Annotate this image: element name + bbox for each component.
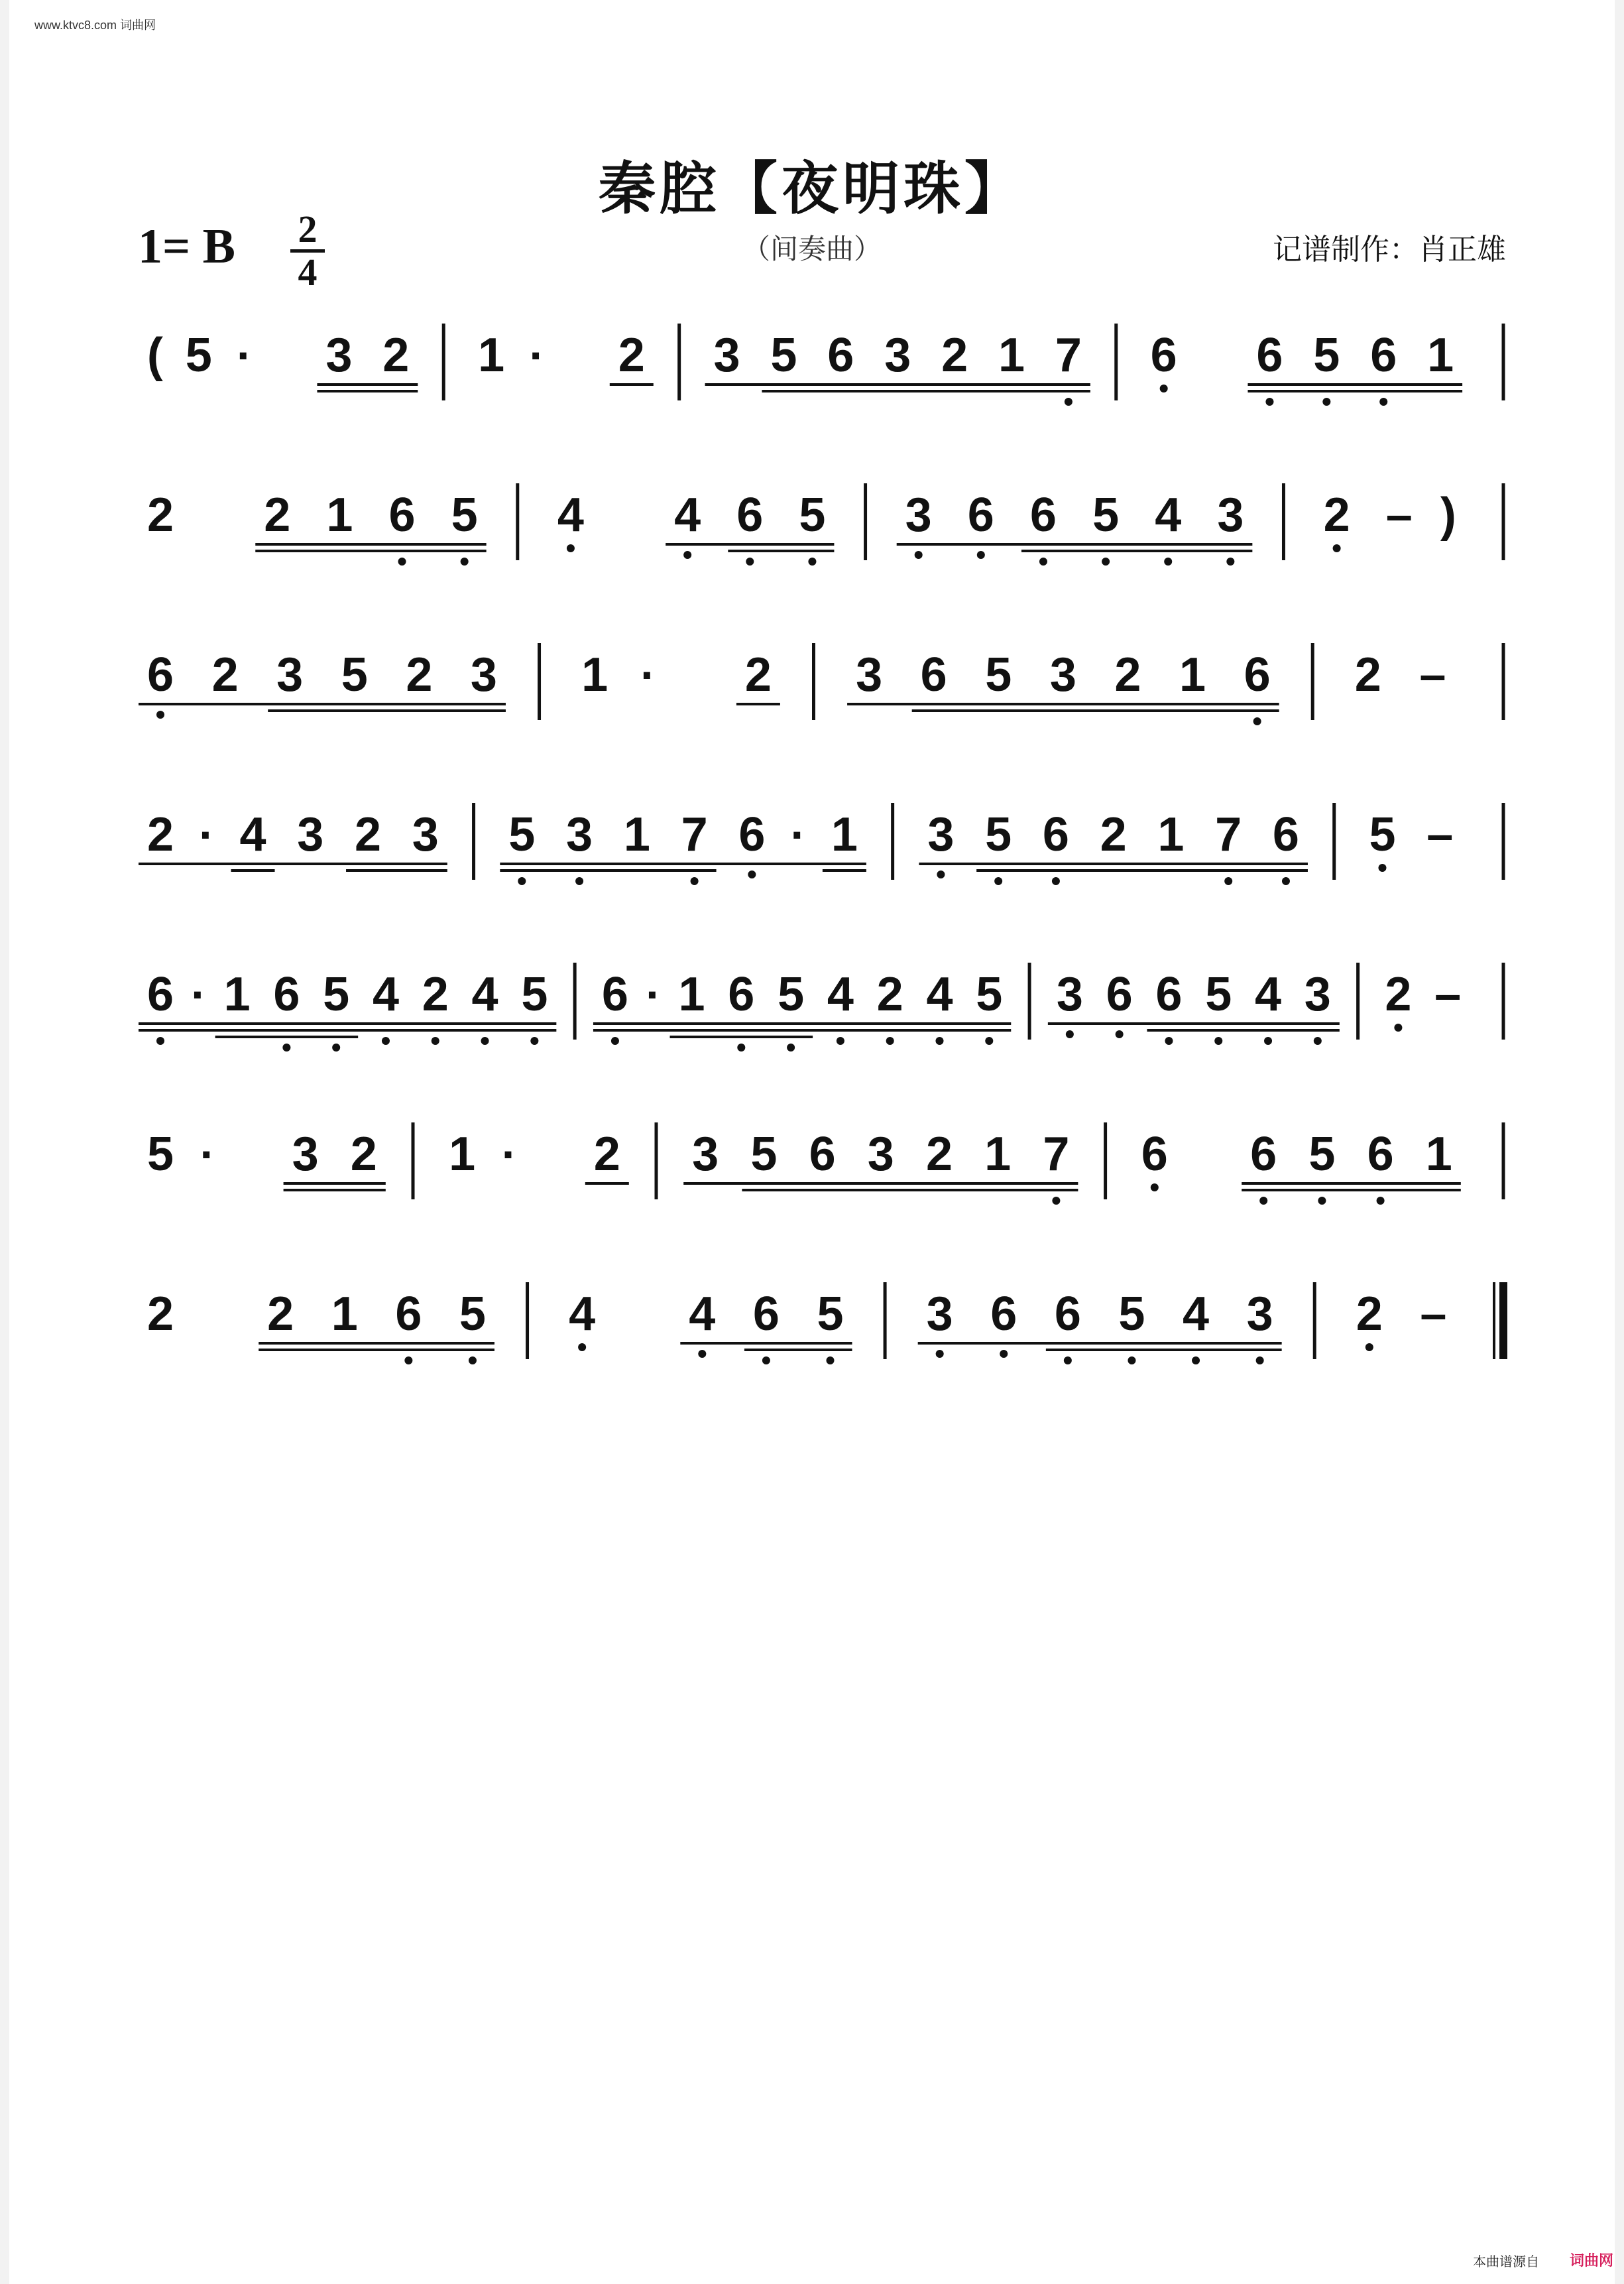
notation-symbol: – (1419, 648, 1446, 701)
low-octave-dot (737, 1044, 745, 1052)
note: 1 (1179, 648, 1206, 701)
notation-symbol: · (200, 1128, 215, 1180)
note: 6 (1272, 808, 1299, 861)
low-octave-dot (1226, 558, 1234, 566)
note: 3 (292, 1128, 319, 1181)
low-octave-dot (837, 1037, 844, 1045)
low-octave-dot (404, 1356, 412, 1364)
note: 2 (941, 329, 968, 382)
note: 6 (1054, 1288, 1081, 1341)
note: 4 (926, 968, 953, 1021)
note: 1 (998, 329, 1025, 382)
page-title: 秦腔【夜明珠】 (599, 155, 1025, 222)
notation-symbol: ) (1440, 489, 1456, 542)
note: 3 (926, 1288, 953, 1341)
note: 6 (990, 1288, 1017, 1341)
note: 1 (326, 489, 353, 542)
note: 6 (1370, 329, 1397, 382)
time-signature-top: 2 (298, 208, 318, 251)
note: 1 (1425, 1128, 1452, 1181)
note: 1 (678, 968, 705, 1021)
low-octave-dot (1052, 877, 1060, 885)
note: 6 (728, 968, 755, 1021)
low-octave-dot (1318, 1197, 1326, 1205)
note: 4 (674, 489, 701, 542)
note: 5 (146, 1128, 174, 1181)
note: 3 (927, 808, 955, 861)
note: 3 (412, 808, 439, 861)
note: 3 (884, 329, 911, 382)
notation-symbol: · (501, 1128, 518, 1180)
notation-symbol: · (237, 330, 253, 381)
low-octave-dot (698, 1350, 706, 1358)
note: 2 (355, 808, 382, 861)
low-octave-dot (1264, 1037, 1272, 1045)
low-octave-dot (1365, 1343, 1373, 1351)
note: 3 (325, 329, 353, 382)
note: 5 (323, 968, 350, 1021)
low-octave-dot (1164, 558, 1172, 566)
low-octave-dot (382, 1037, 390, 1045)
note: 4 (1255, 968, 1282, 1021)
low-octave-dot (1102, 558, 1110, 566)
notation-symbol: – (1420, 1288, 1447, 1341)
note: 6 (809, 1128, 836, 1181)
note: 3 (1304, 968, 1331, 1021)
notation-symbol: · (790, 809, 806, 861)
note: 2 (382, 329, 410, 382)
note: 4 (689, 1288, 716, 1341)
note: 2 (1354, 648, 1381, 701)
note: 6 (738, 808, 766, 861)
low-octave-dot (567, 544, 575, 552)
low-octave-dot (432, 1037, 439, 1045)
low-octave-dot (1214, 1037, 1222, 1045)
note: 3 (566, 808, 593, 861)
note: 1 (223, 968, 251, 1021)
note: 6 (273, 968, 300, 1021)
low-octave-dot (1379, 398, 1387, 406)
low-octave-dot (1165, 1037, 1173, 1045)
note: 3 (692, 1128, 719, 1181)
note: 1 (581, 648, 609, 701)
note: 6 (395, 1288, 422, 1341)
low-octave-dot (937, 871, 945, 878)
note: 3 (713, 329, 740, 382)
note: 2 (1100, 808, 1127, 861)
note: 6 (752, 1288, 780, 1341)
low-octave-dot (746, 558, 754, 566)
note: 2 (1114, 648, 1141, 701)
note: 6 (736, 489, 764, 542)
low-octave-dot (1259, 1197, 1267, 1205)
low-octave-dot (1066, 1030, 1074, 1038)
note: 6 (146, 968, 174, 1021)
time-signature-bottom: 4 (298, 251, 318, 294)
note: 6 (1367, 1128, 1394, 1181)
note: 5 (750, 1128, 778, 1181)
note: 3 (1217, 489, 1244, 542)
notation-symbol: · (199, 809, 215, 861)
low-octave-dot (1377, 1197, 1385, 1205)
low-octave-dot (156, 1037, 164, 1045)
note: 5 (770, 329, 797, 382)
note: 4 (827, 968, 854, 1021)
note: 5 (451, 489, 478, 542)
note: 2 (876, 968, 903, 1021)
page-subtitle: （间奏曲） (742, 233, 882, 265)
note: 5 (799, 489, 826, 542)
low-octave-dot (936, 1350, 944, 1358)
low-octave-dot (808, 558, 816, 566)
note: 1 (1157, 808, 1185, 861)
note: 4 (569, 1288, 596, 1341)
note: 5 (1369, 808, 1396, 861)
low-octave-dot (332, 1044, 340, 1052)
low-octave-dot (1116, 1030, 1124, 1038)
low-octave-dot (1265, 398, 1273, 406)
note: 2 (146, 808, 174, 861)
low-octave-dot (977, 551, 985, 559)
note: 1 (623, 808, 650, 861)
note: 1 (831, 808, 858, 861)
low-octave-dot (1282, 877, 1290, 885)
notation-symbol: – (1426, 808, 1454, 861)
notation-symbol: · (529, 330, 545, 381)
note: 2 (744, 648, 772, 701)
note: 5 (1313, 329, 1340, 382)
note: 7 (1055, 329, 1082, 382)
note: 2 (350, 1128, 377, 1181)
note: 5 (459, 1288, 486, 1341)
note: 3 (470, 648, 497, 701)
note: 2 (146, 1288, 174, 1341)
credit-line: 记谱制作：肖正雄 (1273, 233, 1506, 267)
low-octave-dot (575, 877, 583, 885)
low-octave-dot (578, 1343, 586, 1351)
low-octave-dot (1394, 1024, 1402, 1032)
site-url: www.ktvc8.com 词曲网 (34, 19, 156, 32)
note: 3 (297, 808, 324, 861)
note: 2 (618, 329, 645, 382)
note: 5 (778, 968, 805, 1021)
low-octave-dot (935, 1037, 943, 1045)
note: 3 (856, 648, 883, 701)
note: 2 (146, 489, 174, 542)
low-octave-dot (398, 558, 406, 566)
low-octave-dot (915, 551, 923, 559)
low-octave-dot (1192, 1356, 1200, 1364)
note: 5 (1118, 1288, 1145, 1341)
footer-logo: 词曲网 (1570, 2252, 1614, 2269)
note: 5 (985, 648, 1012, 701)
low-octave-dot (1224, 877, 1232, 885)
notation-symbol: – (1434, 968, 1462, 1021)
low-octave-dot (985, 1037, 993, 1045)
low-octave-dot (762, 1356, 770, 1364)
note: 1 (984, 1128, 1012, 1181)
low-octave-dot (461, 558, 469, 566)
note: 5 (817, 1288, 844, 1341)
note: 5 (1205, 968, 1232, 1021)
note: 6 (146, 648, 174, 701)
notation-symbol: ( (146, 329, 163, 382)
low-octave-dot (481, 1037, 489, 1045)
low-octave-dot (1333, 544, 1341, 552)
low-octave-dot (518, 877, 526, 885)
low-octave-dot (1000, 1350, 1008, 1358)
note: 2 (925, 1128, 953, 1181)
low-octave-dot (156, 711, 164, 719)
note: 5 (185, 329, 212, 382)
note: 7 (1215, 808, 1242, 861)
low-octave-dot (530, 1037, 538, 1045)
note: 4 (471, 968, 498, 1021)
note: 5 (1308, 1128, 1336, 1181)
note: 1 (1427, 329, 1454, 382)
note: 5 (976, 968, 1003, 1021)
note: 4 (1155, 489, 1182, 542)
note: 3 (276, 648, 304, 701)
low-octave-dot (1322, 398, 1330, 406)
note: 6 (601, 968, 628, 1021)
note: 2 (1356, 1288, 1383, 1341)
low-octave-dot (748, 871, 756, 878)
low-octave-dot (469, 1356, 477, 1364)
note: 6 (388, 489, 416, 542)
note: 6 (827, 329, 854, 382)
note: 6 (1256, 329, 1283, 382)
note: 5 (521, 968, 548, 1021)
low-octave-dot (787, 1044, 795, 1052)
low-octave-dot (1160, 385, 1168, 392)
note: 6 (1029, 489, 1057, 542)
low-octave-dot (1253, 717, 1261, 725)
note: 2 (267, 1288, 294, 1341)
note: 2 (593, 1128, 620, 1181)
note: 6 (920, 648, 947, 701)
note: 5 (1092, 489, 1120, 542)
note: 1 (478, 329, 505, 382)
low-octave-dot (1052, 1197, 1060, 1205)
low-octave-dot (1064, 1356, 1072, 1364)
note: 7 (1043, 1128, 1070, 1181)
note: 2 (264, 489, 291, 542)
note: 2 (1323, 489, 1350, 542)
note: 3 (867, 1128, 894, 1181)
note: 7 (681, 808, 708, 861)
note: 6 (1150, 329, 1177, 382)
key-signature: 1= B (138, 219, 236, 274)
footer-source: 本曲谱源自 (1473, 2255, 1539, 2269)
low-octave-dot (1256, 1356, 1264, 1364)
note: 6 (1042, 808, 1069, 861)
low-octave-dot (1065, 398, 1073, 406)
note: 3 (1246, 1288, 1273, 1341)
note: 1 (331, 1288, 358, 1341)
note: 3 (1049, 648, 1076, 701)
note: 5 (508, 808, 536, 861)
notation-symbol: · (646, 969, 662, 1020)
low-octave-dot (282, 1044, 290, 1052)
low-octave-dot (1039, 558, 1047, 566)
note: 6 (1250, 1128, 1277, 1181)
note: 2 (406, 648, 433, 701)
note: 6 (967, 489, 994, 542)
low-octave-dot (994, 877, 1002, 885)
note: 6 (1155, 968, 1183, 1021)
low-octave-dot (683, 551, 691, 559)
note: 4 (372, 968, 399, 1021)
low-octave-dot (886, 1037, 894, 1045)
note: 6 (1141, 1128, 1168, 1181)
notation-symbol: – (1385, 489, 1413, 542)
note: 2 (1385, 968, 1412, 1021)
note: 1 (449, 1128, 476, 1181)
note: 5 (341, 648, 368, 701)
note: 4 (1183, 1288, 1210, 1341)
low-octave-dot (1128, 1356, 1135, 1364)
low-octave-dot (1314, 1037, 1322, 1045)
low-octave-dot (691, 877, 699, 885)
note: 2 (422, 968, 449, 1021)
note: 3 (905, 489, 932, 542)
note: 3 (1056, 968, 1083, 1021)
low-octave-dot (1151, 1183, 1159, 1191)
note: 4 (239, 808, 266, 861)
low-octave-dot (1378, 864, 1386, 872)
low-octave-dot (827, 1356, 835, 1364)
note: 4 (557, 489, 584, 542)
note: 6 (1106, 968, 1133, 1021)
low-octave-dot (611, 1037, 619, 1045)
note: 2 (211, 648, 239, 701)
note: 5 (985, 808, 1012, 861)
note: 6 (1244, 648, 1271, 701)
notation-symbol: · (191, 969, 207, 1020)
notation-symbol: · (640, 649, 656, 701)
